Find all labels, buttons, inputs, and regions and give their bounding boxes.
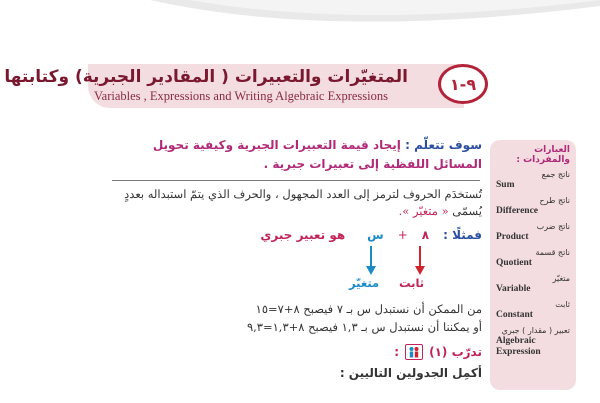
glossary-term [496, 299, 570, 321]
lesson-title-arabic: المتغيّرات والتعبيرات ( المقادير الجبرية) وكتابتها [4, 67, 408, 87]
term-arabic: تعبير ( مقدار ) جبري [501, 326, 570, 335]
example-plus: + [397, 228, 408, 242]
example-row [260, 226, 482, 244]
substitution-line-2: أو يمكننا أن نستبدل س بـ ١,٣ فيصبح ٨+١,٣=٩,٣ [246, 320, 482, 334]
instruction-text: أكمِل الجدولين التاليين : [339, 366, 482, 380]
term-arabic: ناتج طرح [539, 196, 570, 205]
glossary-term [496, 195, 570, 217]
example-note: هو تعبير جبري [260, 228, 346, 242]
glossary-term [496, 273, 570, 295]
term-arabic: متغيّر [552, 274, 570, 283]
term-arabic: ناتج جمع [541, 170, 570, 179]
constant-arrow-icon [414, 246, 426, 276]
term-english: Difference [496, 206, 539, 216]
constant-label: ثابت [399, 276, 425, 290]
drill-label: تدرّب (١) [429, 345, 482, 359]
example-label: فمثلًا : [443, 228, 482, 242]
objective-text: إيجاد قيمة التعبيرات الجبرية وكيفية تحويل المسائل اللفظية إلى تعبيرات جبرية . [152, 138, 482, 171]
definition-text: تُستخدَم الحروف لترمز إلى العدد المجهول ، والحرف الذي يتمّ استبداله بعددٍ يُسمّى [124, 187, 482, 218]
term-english: Constant [496, 310, 533, 320]
variable-label: متغيّر [349, 276, 380, 290]
definition-term: « متغيّر ». [398, 204, 449, 218]
section-divider [112, 180, 480, 181]
drill-colon: : [394, 345, 400, 359]
glossary-term [496, 221, 570, 243]
term-arabic: ثابت [555, 300, 570, 309]
objective-lead: سوف تتعلّم : [405, 138, 482, 152]
definition-paragraph [112, 186, 482, 220]
glossary-term [496, 169, 570, 191]
drill-heading [394, 344, 482, 360]
lesson-title-english: Variables , Expressions and Writing Algebraic Expressions [94, 89, 389, 103]
top-decoration [0, 0, 600, 60]
glossary-term [496, 247, 570, 269]
lesson-header-banner [4, 64, 464, 108]
variable-arrow-icon [365, 246, 377, 276]
substitution-line-1: من الممكن أن نستبدل س بـ ٧ فيصبح ٨+٧=١٥ [255, 302, 482, 316]
term-english: Quotient [496, 258, 532, 268]
lesson-number-badge: ٩-١ [438, 64, 488, 104]
glossary-term [496, 325, 570, 358]
pair-work-icon [405, 344, 423, 360]
term-english: Variable [496, 284, 531, 294]
term-english: Sum [496, 180, 515, 190]
term-arabic: ناتج ضرب [536, 222, 570, 231]
term-arabic: ناتج قسمة [535, 248, 570, 257]
term-english: Algebraic Expression [496, 336, 541, 357]
example-constant: ٨ [421, 228, 430, 242]
glossary-heading: العبارات والمفردات : [516, 145, 570, 165]
term-english: Product [496, 232, 529, 242]
glossary-sidebar [490, 140, 576, 390]
learning-objective [112, 136, 482, 174]
example-variable: س [367, 228, 384, 242]
